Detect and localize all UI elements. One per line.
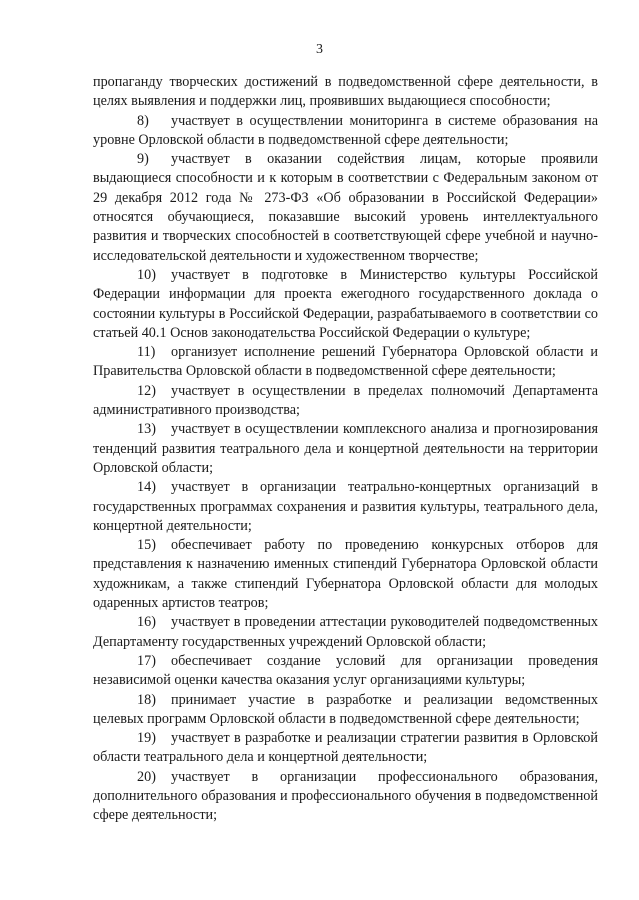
list-item-text: участвует в организации театрально-концертных организаций в государственных программах сохранения и развития культуры, театрального дела, концертной деятельности; bbox=[93, 479, 598, 534]
list-item bbox=[93, 478, 598, 536]
document-body bbox=[93, 73, 598, 826]
list-item bbox=[93, 652, 598, 691]
paragraph-continuation bbox=[93, 73, 598, 112]
list-item bbox=[93, 382, 598, 421]
list-item-number: 19) bbox=[137, 730, 156, 747]
list-item-text: принимает участие в разработке и реализации ведомственных целевых программ Орловской области в подведомственной сфере деятельности; bbox=[93, 691, 598, 727]
list-item bbox=[93, 536, 598, 613]
list-item bbox=[93, 729, 598, 768]
list-item-text: участвует в осуществлении комплексного анализа и прогнозирования тенденций развития театрального дела и концертной деятельности на территории Орловской области; bbox=[93, 421, 598, 476]
list-item-text: участвует в проведении аттестации руководителей подведомственных Департаменту государственных учреждений Орловской области; bbox=[93, 614, 598, 650]
list-item-number: 13) bbox=[137, 421, 156, 438]
list-item-text: участвует в оказании содействия лицам, которые проявили выдающиеся способности и к которым в соответствии с Федеральным законом от 29 декабря 2012 года № 273-ФЗ «Об образовании в Российской Федерации» относятся обучающиеся, показавшие высокий уровень интеллектуального развития и творческих способностей в соответствующей сфере учебной и научно-исследовательской деятельности и художественном творчестве; bbox=[93, 151, 598, 264]
list-item-number: 16) bbox=[137, 614, 156, 631]
list-item bbox=[93, 112, 598, 151]
list-item-number: 10) bbox=[137, 266, 156, 283]
list-item-number: 12) bbox=[137, 382, 156, 399]
list-item bbox=[93, 266, 598, 343]
list-item bbox=[93, 343, 598, 382]
list-item-number: 11) bbox=[137, 344, 156, 361]
list-item bbox=[93, 150, 598, 266]
list-item-text: участвует в разработке и реализации стратегии развития в Орловской области театрального дела и концертной деятельности; bbox=[93, 730, 598, 766]
list-item-number: 9) bbox=[137, 151, 149, 168]
list-item-text: участвует в организации профессионального образования, дополнительного образования и профессионального обучения в подведомственной сфере деятельности; bbox=[93, 768, 598, 824]
list-item-text: обеспечивает создание условий для организации проведения независимой оценки качества оказания услуг организациями культуры; bbox=[93, 652, 598, 689]
list-item-text: обеспечивает работу по проведению конкурсных отборов для представления к назначению именных стипендий Губернатора Орловской области художникам, а также стипендий Губернатора Орловской области для молодых одаренных артистов театров; bbox=[93, 537, 598, 612]
list-item-text: участвует в осуществлении в пределах полномочий Департамента административного производства; bbox=[93, 382, 598, 419]
list-item-text: организует исполнение решений Губернатора Орловской области и Правительства Орловской области в подведомственной сфере деятельности; bbox=[93, 344, 598, 380]
list-item-text: участвует в подготовке в Министерство культуры Российской Федерации информации для проекта ежегодного государственного доклада о состоянии культуры в Российской Федерации, разрабатываемого в соответствии со статьей 40.1 Основ законодательства Российской Федерации о культуре; bbox=[93, 266, 598, 341]
paragraph-text: пропаганду творческих достижений в подведомственной сфере деятельности, в целях выявления и поддержки лиц, проявивших выдающиеся способности; bbox=[93, 74, 598, 110]
list-item bbox=[93, 768, 598, 826]
list-item-number: 20) bbox=[137, 768, 156, 785]
page-number: 3 bbox=[316, 42, 323, 57]
list-item-number: 15) bbox=[137, 537, 156, 554]
list-item-number: 14) bbox=[137, 479, 156, 496]
list-item bbox=[93, 420, 598, 478]
list-item bbox=[93, 691, 598, 730]
list-item bbox=[93, 613, 598, 652]
list-item-number: 17) bbox=[137, 652, 156, 669]
list-item-text: участвует в осуществлении мониторинга в системе образования на уровне Орловской области в подведомственной сфере деятельности; bbox=[93, 112, 598, 148]
list-item-number: 8) bbox=[137, 112, 149, 129]
list-item-number: 18) bbox=[137, 691, 156, 708]
